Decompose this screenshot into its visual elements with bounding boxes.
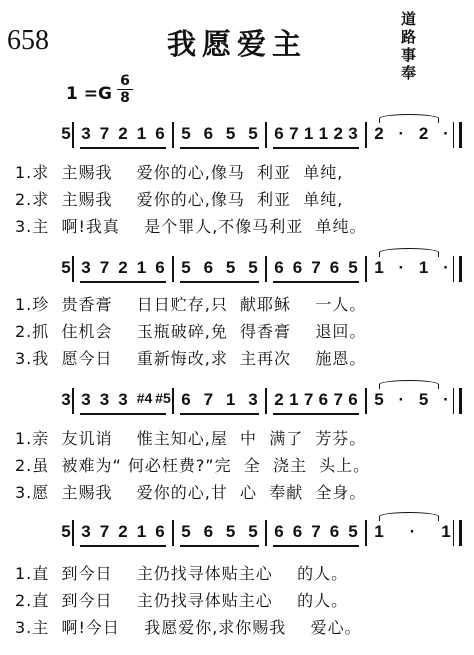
note: 1: [225, 390, 236, 409]
note: 6: [155, 522, 165, 541]
note: 3: [248, 390, 258, 409]
note: 6: [292, 522, 303, 541]
note: 7: [311, 522, 321, 541]
attribution-line-1: 道 路: [401, 10, 420, 46]
lyric-line-1-1: 1.求 主赐我 爱你的心,像马 利亚 单纯,: [15, 163, 344, 182]
key-signature: 1 =G: [66, 84, 112, 104]
music-system-4: [60, 514, 455, 548]
note: ·: [409, 522, 416, 541]
final-bar-line: [453, 122, 462, 148]
note: 5: [61, 258, 71, 277]
hymn-title: 我愿爱主: [166, 27, 307, 61]
tie-slur: [379, 512, 439, 521]
tie-slur: [379, 248, 439, 257]
notation-line-1: [60, 124, 455, 148]
note: 7: [311, 258, 321, 277]
note: 5: [225, 258, 236, 277]
note: 1: [374, 258, 384, 277]
bar-line: [72, 122, 74, 148]
beam-underline: [80, 147, 166, 149]
note: 6: [274, 124, 284, 143]
note: 3: [348, 124, 358, 143]
notation-line-2: [60, 258, 455, 282]
note: 6: [203, 258, 214, 277]
note: ·: [398, 258, 405, 277]
hymn-attribution: [401, 10, 441, 82]
note: 2: [274, 390, 284, 409]
beam-underline: [80, 413, 166, 415]
note: #4: [136, 390, 153, 406]
note: 6: [329, 522, 340, 541]
note: 5: [348, 258, 358, 277]
final-bar-line: [453, 256, 462, 282]
lyric-line-3-3: 3.愿 主赐我 爱你的心,甘 心 奉献 全身。: [15, 483, 367, 502]
note: 3: [81, 258, 91, 277]
bar-line: [365, 122, 367, 148]
note: ·: [443, 258, 449, 277]
time-signature-bottom: 8: [120, 90, 130, 106]
note: 5: [225, 124, 236, 143]
music-system-1: [60, 116, 455, 150]
beam-underline: [180, 147, 259, 149]
beam-underline: [273, 281, 359, 283]
note: 5: [248, 124, 258, 143]
music-system-2: [60, 250, 455, 284]
note: 1: [318, 124, 329, 143]
beam-underline: [180, 545, 259, 547]
lyric-line-2-1: 1.珍 贵香膏 日日贮存,只 献耶稣 一人。: [15, 295, 367, 314]
note: 5: [181, 124, 191, 143]
note: 7: [99, 124, 110, 143]
time-signature-top: 6: [120, 73, 130, 89]
bar-line: [172, 520, 174, 546]
bar-line: [265, 520, 267, 546]
final-bar-line: [453, 520, 462, 546]
note: 5: [374, 390, 384, 409]
note: 2: [118, 522, 128, 541]
note: 1: [374, 522, 384, 541]
lyric-line-1-2: 2.求 主赐我 爱你的心,像马 利亚 单纯,: [15, 190, 344, 209]
note: 5: [61, 124, 71, 143]
beam-underline: [80, 281, 166, 283]
note: 3: [61, 390, 71, 409]
beam-underline: [180, 413, 259, 415]
note: 5: [348, 522, 358, 541]
lyric-line-3-2: 2.虽 被难为“ 何必枉费?”完 全 浇主 头上。: [15, 456, 371, 475]
note: 7: [333, 390, 343, 409]
note: 6: [348, 390, 358, 409]
note: #5: [155, 390, 171, 406]
bar-line: [172, 122, 174, 148]
note: ·: [443, 390, 449, 409]
lyric-line-4-2: 2.直 到今日 主仍找寻体贴主心 的人。: [15, 591, 349, 610]
lyric-line-1-3: 3.主 啊!我真 是个罪人,不像马利亚 单纯。: [15, 217, 367, 236]
bar-line: [265, 122, 267, 148]
final-bar-line: [453, 388, 462, 414]
bar-line: [365, 256, 367, 282]
lyric-line-2-2: 2.抓 住机会 玉瓶破碎,免 得香膏 退回。: [15, 322, 367, 341]
note: 1: [303, 124, 314, 143]
beam-underline: [273, 147, 359, 149]
beam-underline: [180, 281, 259, 283]
note: 3: [81, 124, 91, 143]
bar-line: [72, 388, 74, 414]
note: 6: [274, 522, 284, 541]
note: 3: [81, 390, 91, 409]
note: 1: [136, 258, 147, 277]
note: 7: [203, 390, 214, 409]
lyric-line-4-1: 1.直 到今日 主仍找寻体贴主心 的人。: [15, 564, 349, 583]
note: 5: [181, 258, 191, 277]
note: ·: [398, 390, 405, 409]
note: 1: [136, 522, 147, 541]
note: 1: [418, 258, 429, 277]
note: 5: [248, 258, 258, 277]
time-signature: [117, 74, 133, 105]
note: 5: [61, 522, 71, 541]
bar-line: [172, 388, 174, 414]
note: 2: [374, 124, 384, 143]
lyric-line-4-3: 3.主 啊!今日 我愿爱你,求你赐我 爱心。: [15, 618, 362, 637]
note: ·: [443, 124, 449, 143]
bar-line: [72, 520, 74, 546]
notation-line-3: [60, 390, 455, 414]
attribution-line-2: 事 奉: [401, 46, 420, 82]
note: 2: [118, 124, 128, 143]
note: 5: [225, 522, 236, 541]
note: 1: [136, 124, 147, 143]
bar-line: [365, 520, 367, 546]
note: 2: [118, 258, 128, 277]
tie-slur: [379, 114, 439, 123]
note: 6: [318, 390, 329, 409]
note: 6: [203, 124, 214, 143]
bar-line: [365, 388, 367, 414]
note: 7: [289, 124, 299, 143]
note: 7: [99, 258, 110, 277]
bar-line: [72, 256, 74, 282]
note: 6: [329, 258, 340, 277]
beam-underline: [273, 413, 359, 415]
bar-line: [265, 256, 267, 282]
note: 2: [418, 124, 429, 143]
note: 6: [292, 258, 303, 277]
notation-line-4: [60, 522, 455, 546]
note: 7: [99, 522, 110, 541]
note: 3: [81, 522, 91, 541]
note: ·: [398, 124, 405, 143]
note: 6: [203, 522, 214, 541]
note: 1: [441, 522, 451, 541]
note: 1: [289, 390, 299, 409]
note: 3: [118, 390, 128, 409]
bar-line: [265, 388, 267, 414]
note: 6: [155, 124, 165, 143]
hymn-number: 658: [7, 25, 49, 56]
lyric-line-3-1: 1.亲 友讥诮 惟主知心,屋 中 满了 芳芬。: [15, 429, 367, 448]
beam-underline: [80, 545, 166, 547]
note: 6: [274, 258, 284, 277]
note: 5: [248, 522, 258, 541]
note: 6: [181, 390, 191, 409]
note: 5: [181, 522, 191, 541]
tie-slur: [379, 380, 439, 389]
note: 2: [333, 124, 343, 143]
bar-line: [172, 256, 174, 282]
beam-underline: [273, 545, 359, 547]
music-system-3: [60, 382, 455, 416]
note: 3: [99, 390, 110, 409]
note: 7: [303, 390, 314, 409]
note: 6: [155, 258, 165, 277]
note: 5: [418, 390, 429, 409]
lyric-line-2-3: 3.我 愿今日 重新悔改,求 主再次 施恩。: [15, 349, 367, 368]
